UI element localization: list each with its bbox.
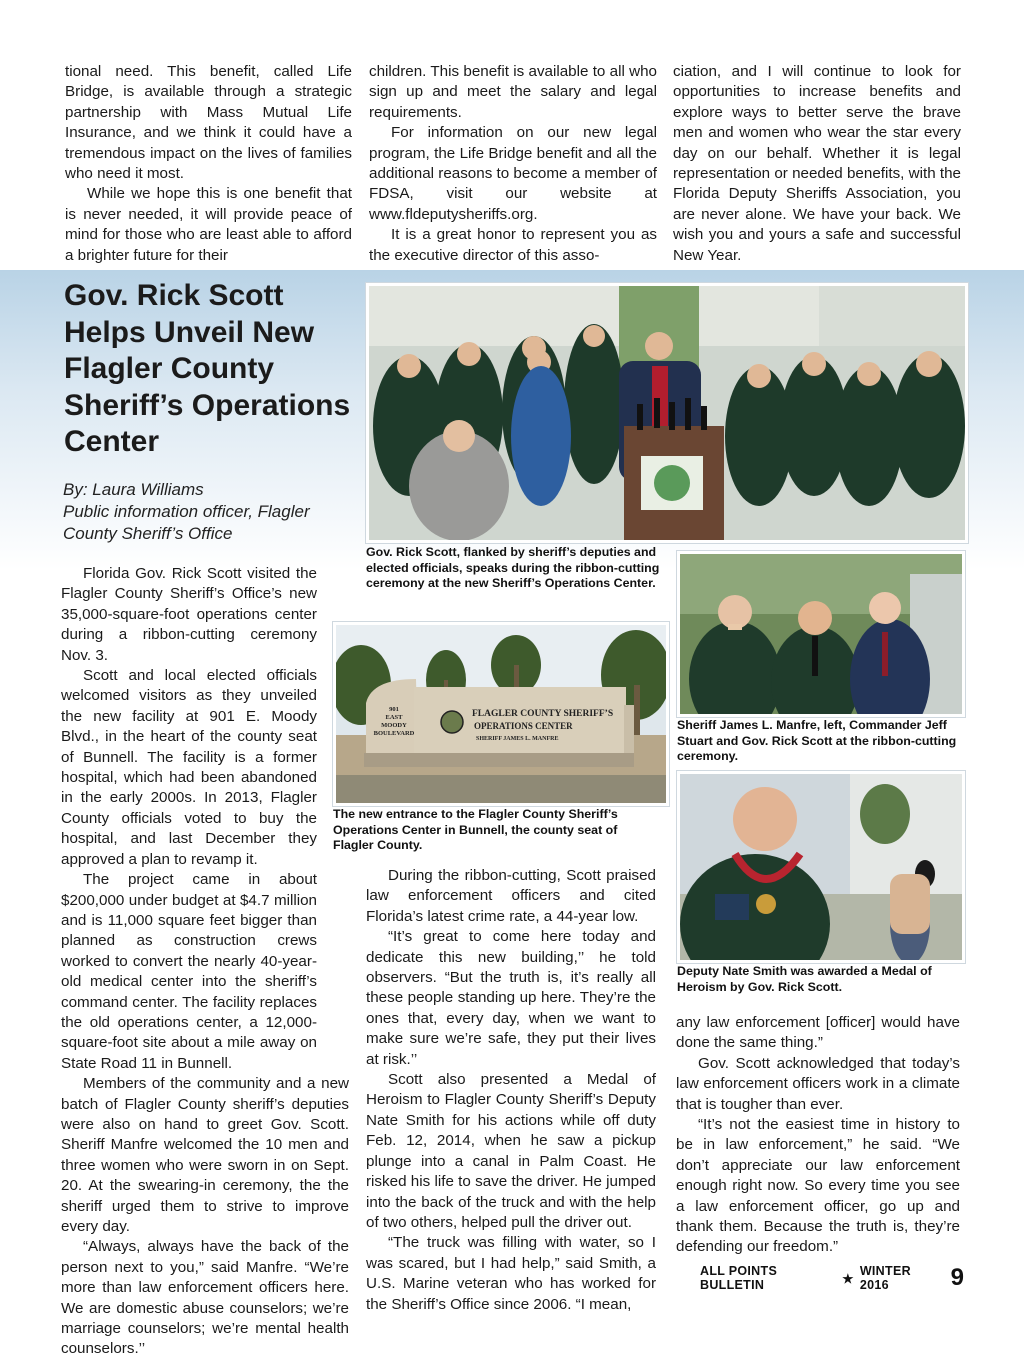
paragraph: Members of the community and a new batch of Flagler County sheriff’s deputies were also on hand to greet Gov. Scott. Sheriff Manfre welcomed the 10 men and three women who were sworn in on Sept. 20. At the swearing-in ceremony, the the sheriff urged them to strive to improve every day.	[61, 1075, 349, 1235]
top-column-1	[65, 62, 352, 266]
byline-author: By: Laura Williams	[63, 480, 204, 499]
star-icon: ★	[842, 1271, 854, 1286]
top-column-3	[673, 62, 961, 266]
sign-name-line: SHERIFF JAMES L. MANFRE	[476, 736, 559, 742]
paragraph: “Always, always have the back of the person next to you,” said Manfre. “We’re more than law enforcement officers here. We are domestic abuse counselors; we’re marriage counselors; we’re mental health counselors.’’	[61, 1238, 349, 1358]
caption-main-photo: Gov. Rick Scott, flanked by sheriff’s deputies and elected officials, speaks during the ribbon-cutting ceremony at the new Sheriff’s Operations Center.	[366, 545, 660, 590]
caption-medal-photo: Deputy Nate Smith was awarded a Medal of Heroism by Gov. Rick Scott.	[677, 964, 932, 994]
sign-address-line: MOODY	[381, 722, 407, 729]
article-column-2	[366, 866, 656, 1315]
article-title: Gov. Rick Scott Helps Unveil New Flagler County Sheriff’s Operations Center	[64, 279, 351, 458]
photo-governor-podium-image	[369, 286, 965, 540]
paragraph: The project came in about $200,000 under budget at $4.7 million and is 11,000 square feet bigger than planned as construction crews worked to convert the nearly 40-year-old medical center into the sheriff’s command center. The facility replaces the old operations center, a 12,000-square-foot site about a mile away on State Road 11 in Bunnell.	[61, 871, 317, 1072]
sign-name-line: FLAGLER COUNTY SHERIFF’S	[472, 709, 614, 719]
page-footer	[700, 1264, 964, 1292]
photo-medal-deputy	[677, 771, 965, 963]
paragraph: tional need. This benefit, called Life Bridge, is available through a strategic partnership with Mass Mutual Life Insurance, and we think it could have a tremendous impact on the lives of families who need it most.	[65, 63, 352, 183]
photo-entrance-sign-image	[336, 625, 666, 803]
sign-address-line: EAST	[385, 714, 403, 721]
paragraph: During the ribbon-cutting, Scott praised law enforcement officers and cited Florida’s latest crime rate, a 44-year low.	[366, 867, 656, 925]
photo-sheriff-trio-image	[680, 554, 962, 714]
byline-title: Public information officer, Flagler County Sheriff’s Office	[63, 502, 310, 543]
paragraph: While we hope this is one benefit that is never needed, it will provide peace of mind for those who are least able to afford a brighter future for their	[65, 185, 352, 264]
photo-governor-podium	[366, 283, 968, 543]
photo-medal-deputy-image	[680, 774, 962, 960]
publication-name: ALL POINTS BULLETIN	[700, 1264, 778, 1292]
paragraph: It is a great honor to represent you as the executive director of this asso-	[369, 226, 657, 264]
photo-entrance-sign	[333, 622, 669, 806]
paragraph: “The truck was filling with water, so I was scared, but I had help,” said Smith, a U.S. Marine veteran who has worked for the Sheriff’s Office since 2006. “I mean,	[366, 1234, 656, 1313]
photo-sheriff-trio	[677, 551, 965, 717]
paragraph: any law enforcement [officer] would have done the same thing.”	[676, 1014, 960, 1052]
paragraph: Scott and local elected officials welcomed visitors as they unveiled the new facility at 901 E. Moody Blvd., in the heart of the county seat of Bunnell. The facility is a former hospital, which had been abandoned in the early 2000s. In 2013, Flagler County officials voted to buy the hospital, and last December they approved a plan to revamp it.	[61, 667, 317, 868]
top-column-2	[369, 62, 657, 266]
paragraph: Florida Gov. Rick Scott visited the Flagler County Sheriff’s Office’s new 35,000-square-foot operations center during a ribbon-cutting ceremony Nov. 3.	[61, 565, 317, 664]
paragraph: Gov. Scott acknowledged that today’s law enforcement officers work in a climate that is tougher than ever.	[676, 1054, 960, 1113]
paragraph: “It’s not the easiest time in history to be in law enforcement,” he said. “We don’t appreciate our law enforcement enough right now. So every time you see a law enforcement officer, go up and thank them. Because the truth is, they’re defending our freedom.”	[676, 1116, 960, 1256]
article-column-3	[676, 1013, 960, 1258]
article-column-1	[61, 564, 349, 1360]
article-byline	[63, 479, 353, 545]
paragraph: ciation, and I will continue to look for opportunities to increase benefits and explore ways to better serve the brave men and women who wear the star every day on our behalf. Whether it is legal representation or needed benefits, with the Florida Deputy Sheriffs Association, you are never alone. We have your back. We wish you and yours a safe and successful New Year.	[673, 63, 961, 264]
paragraph: children. This benefit is available to all who sign up and meet the salary and legal requirements.	[369, 63, 657, 121]
paragraph: Scott also presented a Medal of Heroism to Flagler County Sheriff’s Deputy Nate Smith for his actions while off duty Feb. 12, 2014, when he saw a pickup plunge into a canal in Palm Coast. He risked his life to save the driver. He jumped into the back of the truck and with the help of two others, helped pull the driver out.	[366, 1071, 656, 1231]
caption-trio-photo: Sheriff James L. Manfre, left, Commander Jeff Stuart and Gov. Rick Scott at the ribbon-cutting ceremony.	[677, 718, 957, 763]
issue-label: WINTER 2016	[859, 1264, 911, 1292]
sign-address-line: BOULEVARD	[373, 730, 415, 737]
sign-address-line: 901	[389, 706, 399, 713]
sign-name-line: OPERATIONS CENTER	[474, 721, 573, 731]
page-number: 9	[950, 1264, 964, 1291]
paragraph: For information on our new legal program, the Life Bridge benefit and all the additional reasons to become a member of FDSA, visit our website at www.fldeputysheriffs.org.	[369, 124, 657, 223]
caption-sign-photo: The new entrance to the Flagler County Sheriff’s Operations Center in Bunnell, the county seat of Flagler County.	[333, 807, 618, 852]
paragraph: “It’s great to come here today and dedicate this new building,’’ he told observers. “But the truth is, it’s really all these people standing up here. They’re the ones that, every day, when we want to make sure we’re safe, they put their lives at risk.’’	[366, 928, 656, 1068]
